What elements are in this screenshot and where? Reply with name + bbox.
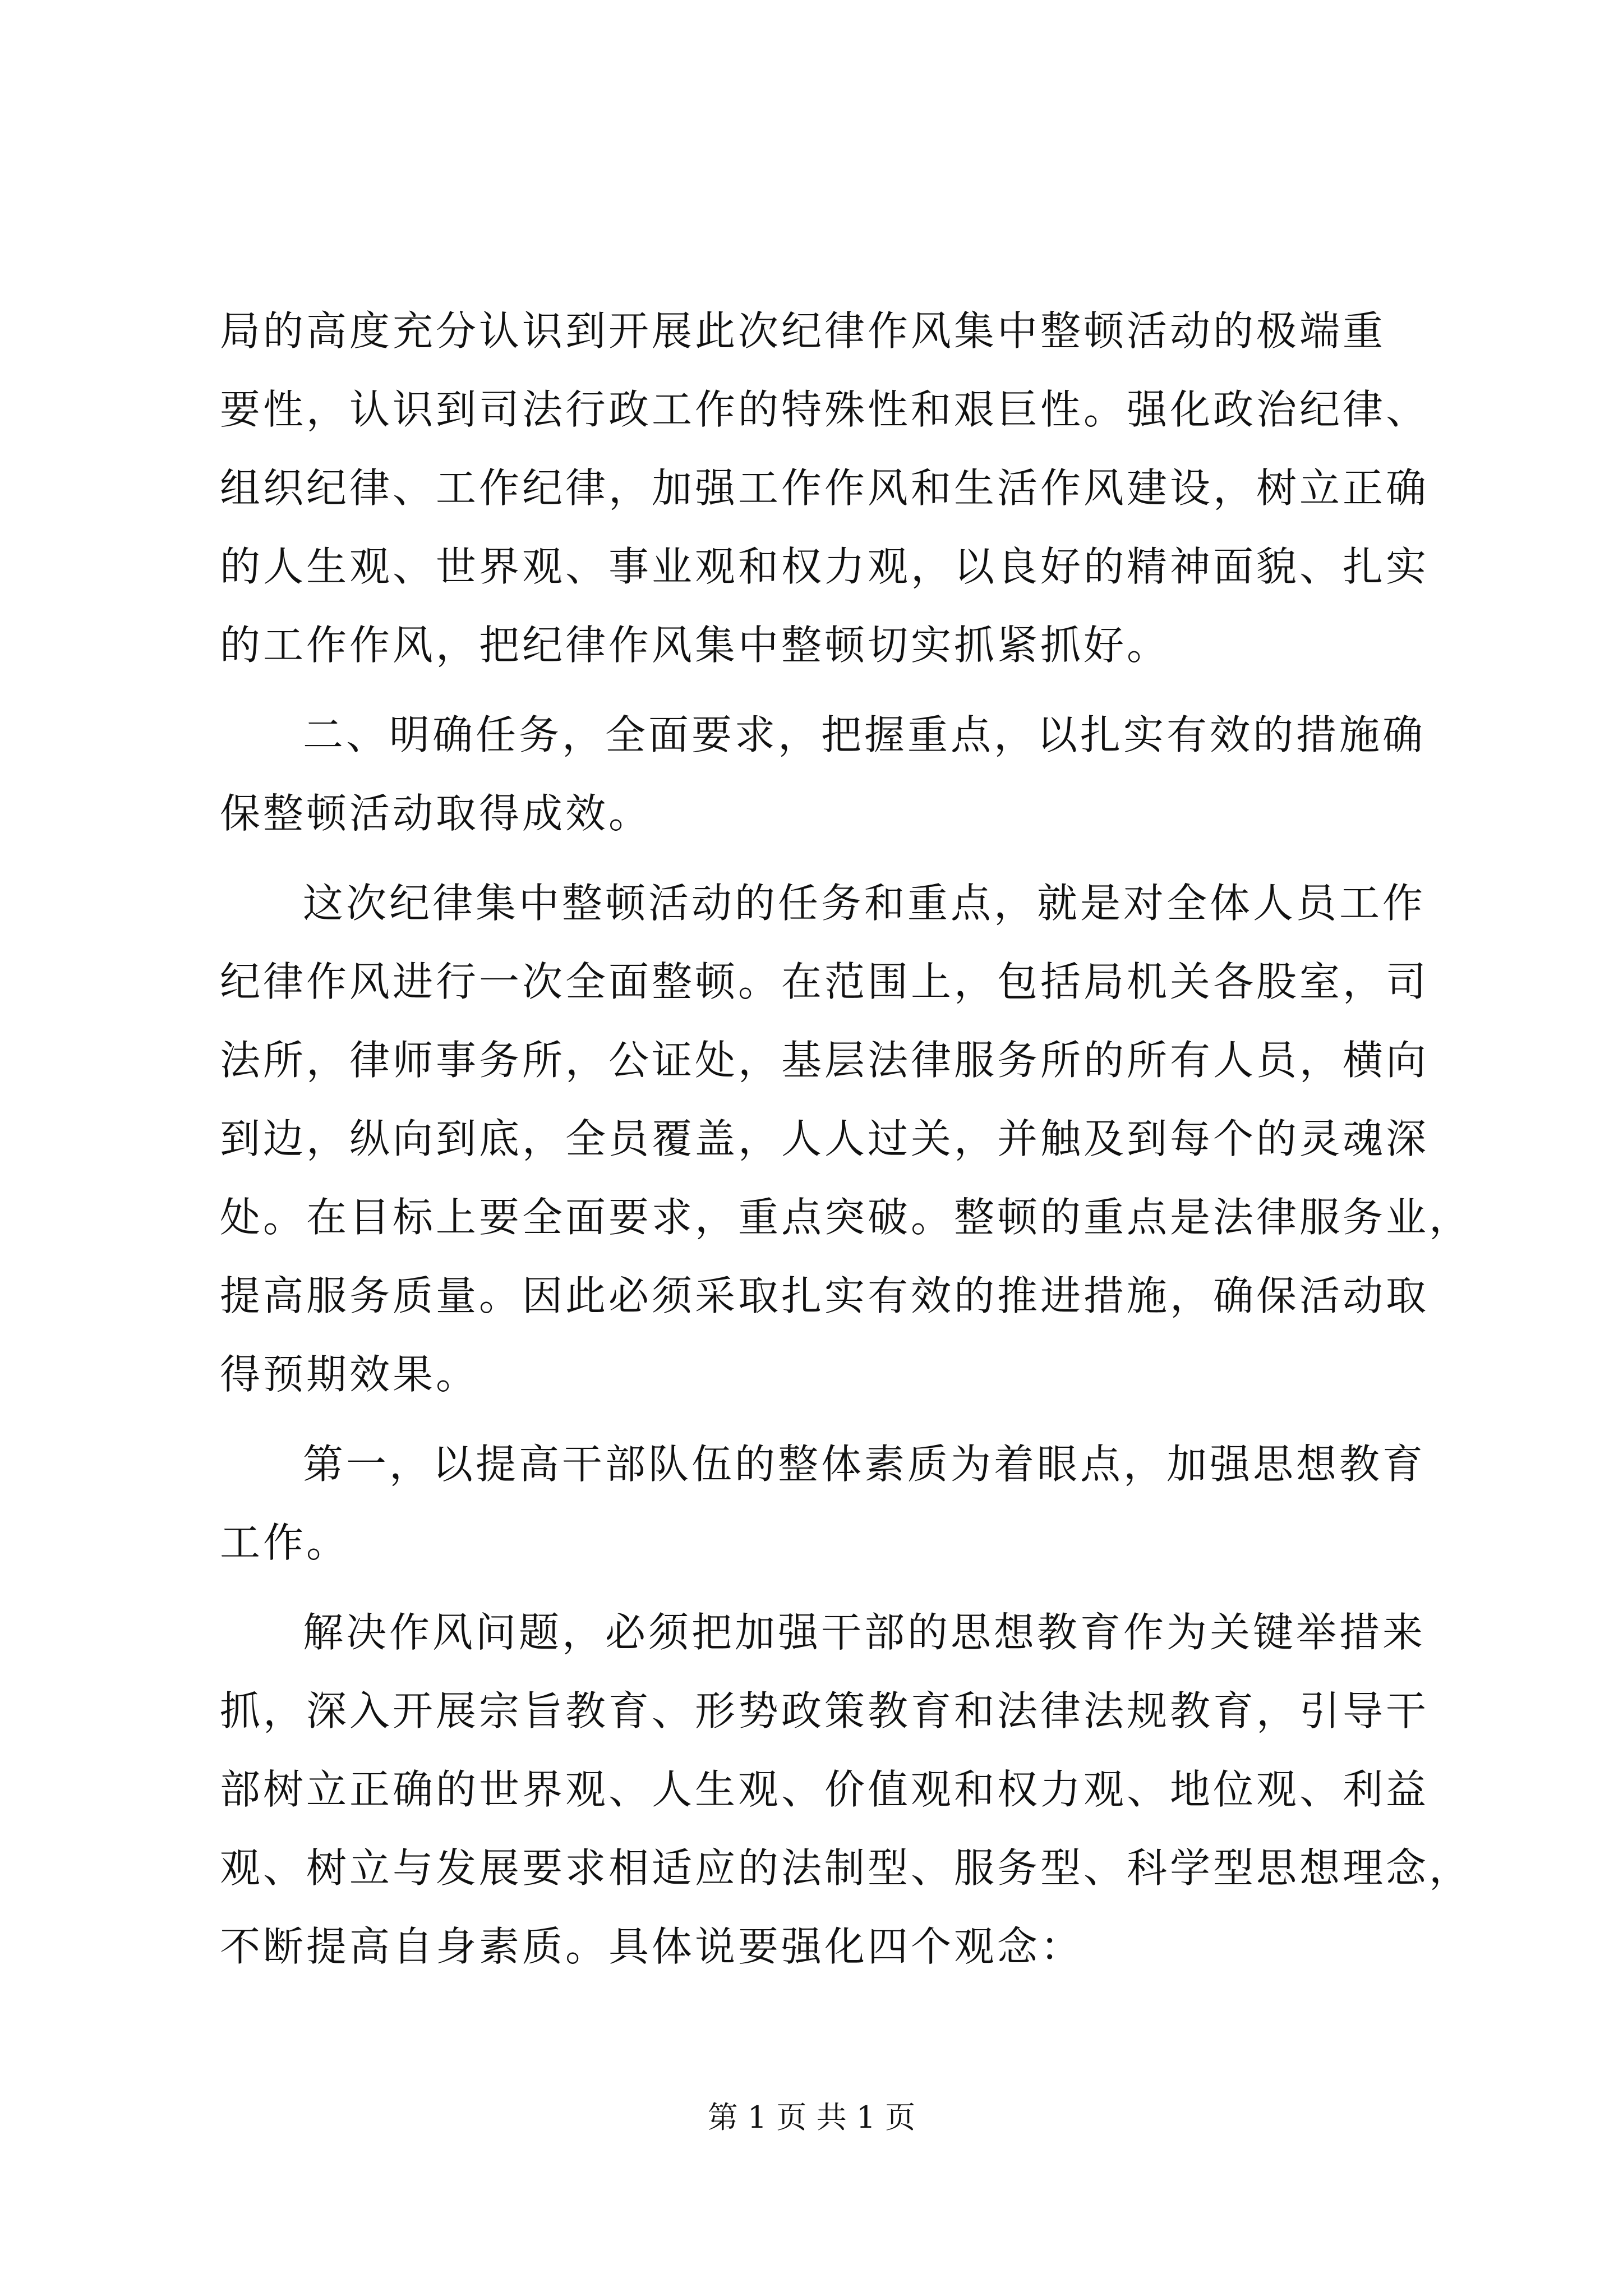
text-line: 观、树立与发展要求相适应的法制型、服务型、科学型思想理念，	[220, 1844, 1473, 1892]
text-line: 纪律作风进行一次全面整顿。在范围上，包括局机关各股室，司	[220, 958, 1430, 1005]
text-line: 要性，认识到司法行政工作的特殊性和艰巨性。强化政治纪律、	[220, 386, 1430, 433]
text-line: 部树立正确的世界观、人生观、价值观和权力观、地位观、利益	[220, 1766, 1430, 1813]
text-line: 解决作风问题，必须把加强干部的思想教育作为关键举措来	[303, 1609, 1426, 1656]
text-line: 得预期效果。	[220, 1351, 479, 1398]
text-line: 局的高度充分认识到开展此次纪律作风集中整顿活动的极端重	[220, 307, 1386, 355]
section-heading-line: 保整顿活动取得成效。	[220, 790, 652, 837]
text-line: 处。在目标上要全面要求，重点突破。整顿的重点是法律服务业，	[220, 1194, 1473, 1241]
text-line: 不断提高自身素质。具体说要强化四个观念：	[220, 1923, 1084, 1970]
subheading-line: 工作。	[220, 1519, 350, 1566]
subheading-line: 第一，以提高干部队伍的整体素质为着眼点，加强思想教育	[303, 1441, 1426, 1488]
page-number-footer: 第 1 页 共 1 页	[707, 2100, 916, 2135]
text-line: 到边，纵向到底，全员覆盖，人人过关，并触及到每个的灵魂深	[220, 1115, 1430, 1162]
text-line: 的工作作风，把纪律作风集中整顿切实抓紧抓好。	[220, 622, 1170, 669]
text-line: 这次纪律集中整顿活动的任务和重点，就是对全体人员工作	[303, 880, 1426, 927]
section-heading-line: 二、明确任务，全面要求，把握重点，以扎实有效的措施确	[303, 711, 1426, 758]
text-line: 抓，深入开展宗旨教育、形势政策教育和法律法规教育，引导干	[220, 1687, 1430, 1734]
text-line: 法所，律师事务所，公证处，基层法律服务所的所有人员，横向	[220, 1037, 1430, 1084]
text-line: 提高服务质量。因此必须采取扎实有效的推进措施，确保活动取	[220, 1272, 1430, 1319]
text-line: 的人生观、世界观、事业观和权力观，以良好的精神面貌、扎实	[220, 543, 1430, 590]
text-line: 组织纪律、工作纪律，加强工作作风和生活作风建设，树立正确	[220, 464, 1430, 512]
